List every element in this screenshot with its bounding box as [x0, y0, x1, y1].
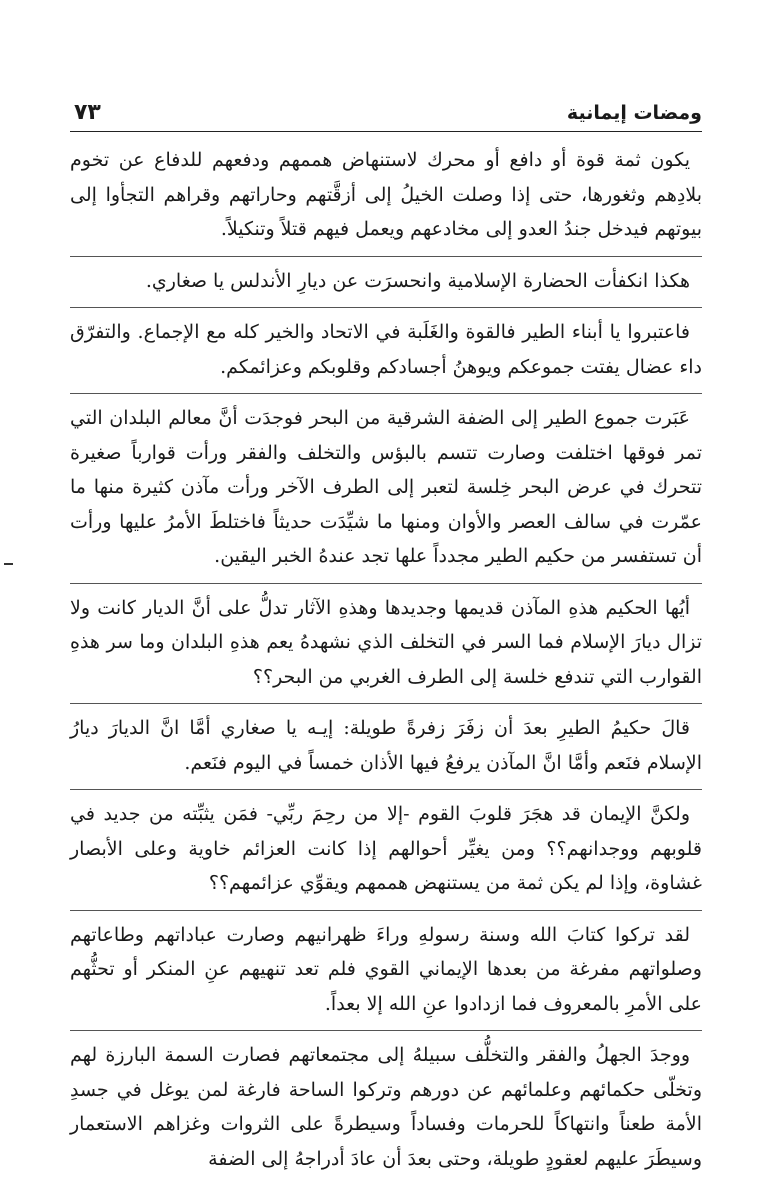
header-rule	[70, 131, 702, 132]
body-text	[70, 143, 702, 1176]
paragraph-8: لقد تركوا كتابَ الله وسنة رسولهِ وراءَ ظهرانيهم وصارت عباداتهم وطاعاتهم وصلواتهم مفرغة من بعدها الإيماني القوي فلم تعد تنهيهم عنِ المنكر أو تحثُّهم على الأمرِ بالمعروف فما ازدادوا عنِ الله إلا بعداً.	[70, 923, 702, 1015]
paragraph-5: أيُها الحكيم هذهِ المآذن قديمها وجديدها وهذهِ الآثار تدلُّ على أنَّ الديار كانت ولا تزال ديارَ الإسلام فما السر في التخلف الذي نشهدهُ يعم هذهِ البلدان وما سر هذهِ القوارب التي تندفع خلسة إلى الطرف الغربي من البحر؟؟	[70, 596, 702, 688]
running-header	[74, 92, 702, 126]
paragraph-separator	[70, 910, 702, 911]
paragraph-6: قالَ حكيمُ الطيرِ بعدَ أن زفَرَ زفرةً طويلة: إيـه يا صغاري أمَّا انَّ الديارَ ديارُ الإسلام فنَعم وأمَّا انَّ المآذن يرفعُ فيها الأذان خمساً في اليوم فنَعم.	[70, 717, 702, 774]
paragraph-7: ولكنَّ الإيمان قد هجَرَ قلوبَ القوم -إلا من رحِمَ ربِّي- فمَن يثبِّته من جديد في قلوبهم ووجدانهم؟؟ ومن يغيِّر أحوالهم إذا كانت العزائم خاوية وعلى الأبصار غشاوة، وإذا لم يكن ثمة من يستنهض هممهم ويقوِّي عزائمهم؟؟	[70, 803, 702, 894]
paragraph-separator	[70, 1030, 702, 1031]
page-number: ٧٣	[74, 100, 101, 125]
paragraph-separator	[70, 307, 702, 308]
paragraph-3: فاعتبروا يا أبناء الطير فالقوة والغَلَبة في الاتحاد والخير كله مع الإجماع. والتفرّق داء عضال يفتت جموعكم ويوهنُ أجسادكم وقلوبكم وعزائمكم.	[70, 321, 702, 378]
margin-mark	[4, 563, 13, 565]
book-title: ومضات إيمانية	[566, 102, 702, 124]
paragraph-9: ووجدَ الجهلُ والفقر والتخلُّف سبيلهُ إلى مجتمعاتهم فصارت السمة البارزة لهم وتخلّى حكمائهم وعلمائهم عن دورهم وتركوا الساحة فارغة لمن يوغل في جسدِ الأمة طعناً وانتهاكاً للحرمات وفساداً وسيطرةً على الثروات وغزاهم الاستعمار وسيطَرَ عليهم لعقودٍ طويلة، وحتى بعدَ أن عادَ أدراجهُ إلى الضفة	[70, 1044, 703, 1170]
paragraph-separator	[70, 393, 702, 394]
paragraph-separator	[70, 256, 702, 257]
paragraph-1: يكون ثمة قوة أو دافع أو محرك لاستنهاض هممهم ودفعهم للدفاع عن تخوم بلادِهم وثغورها، حتى إذا وصلت الخيلُ إلى أزقَّتهم وحاراتهم وقراهم التجأوا إلى بيوتهم فيدخل جندُ العدو إلى مخادعهم ويعمل فيهم قتلاً وتنكيلاً.	[70, 149, 702, 240]
paragraph-2: هكذا انكفأت الحضارة الإسلامية وانحسرَت عن ديارِ الأندلس يا صغاري.	[145, 269, 690, 292]
paragraph-separator	[70, 583, 702, 584]
paragraph-separator	[70, 703, 702, 704]
paragraph-4: عَبَرت جموع الطير إلى الضفة الشرقية من البحر فوجدَت أنَّ معالم البلدان التي تمر فوقها اختلفت وصارت تتسم بالبؤس والتخلف والفقر ورأت قوارباً صغيرة تتحرك في عرض البحر خِلسة لتعبر إلى الطرف الآخر ورأت مآذن كثيرة منها ما عمّرت في سالف العصر والأوان ومنها ما شيِّدَت حديثاً فاختلطَ الأمرُ عليها ورأت أن تستفسر من حكيم الطير مجدداً علها تجد عندهُ الخبر اليقين.	[70, 407, 702, 567]
paragraph-separator	[70, 789, 702, 790]
